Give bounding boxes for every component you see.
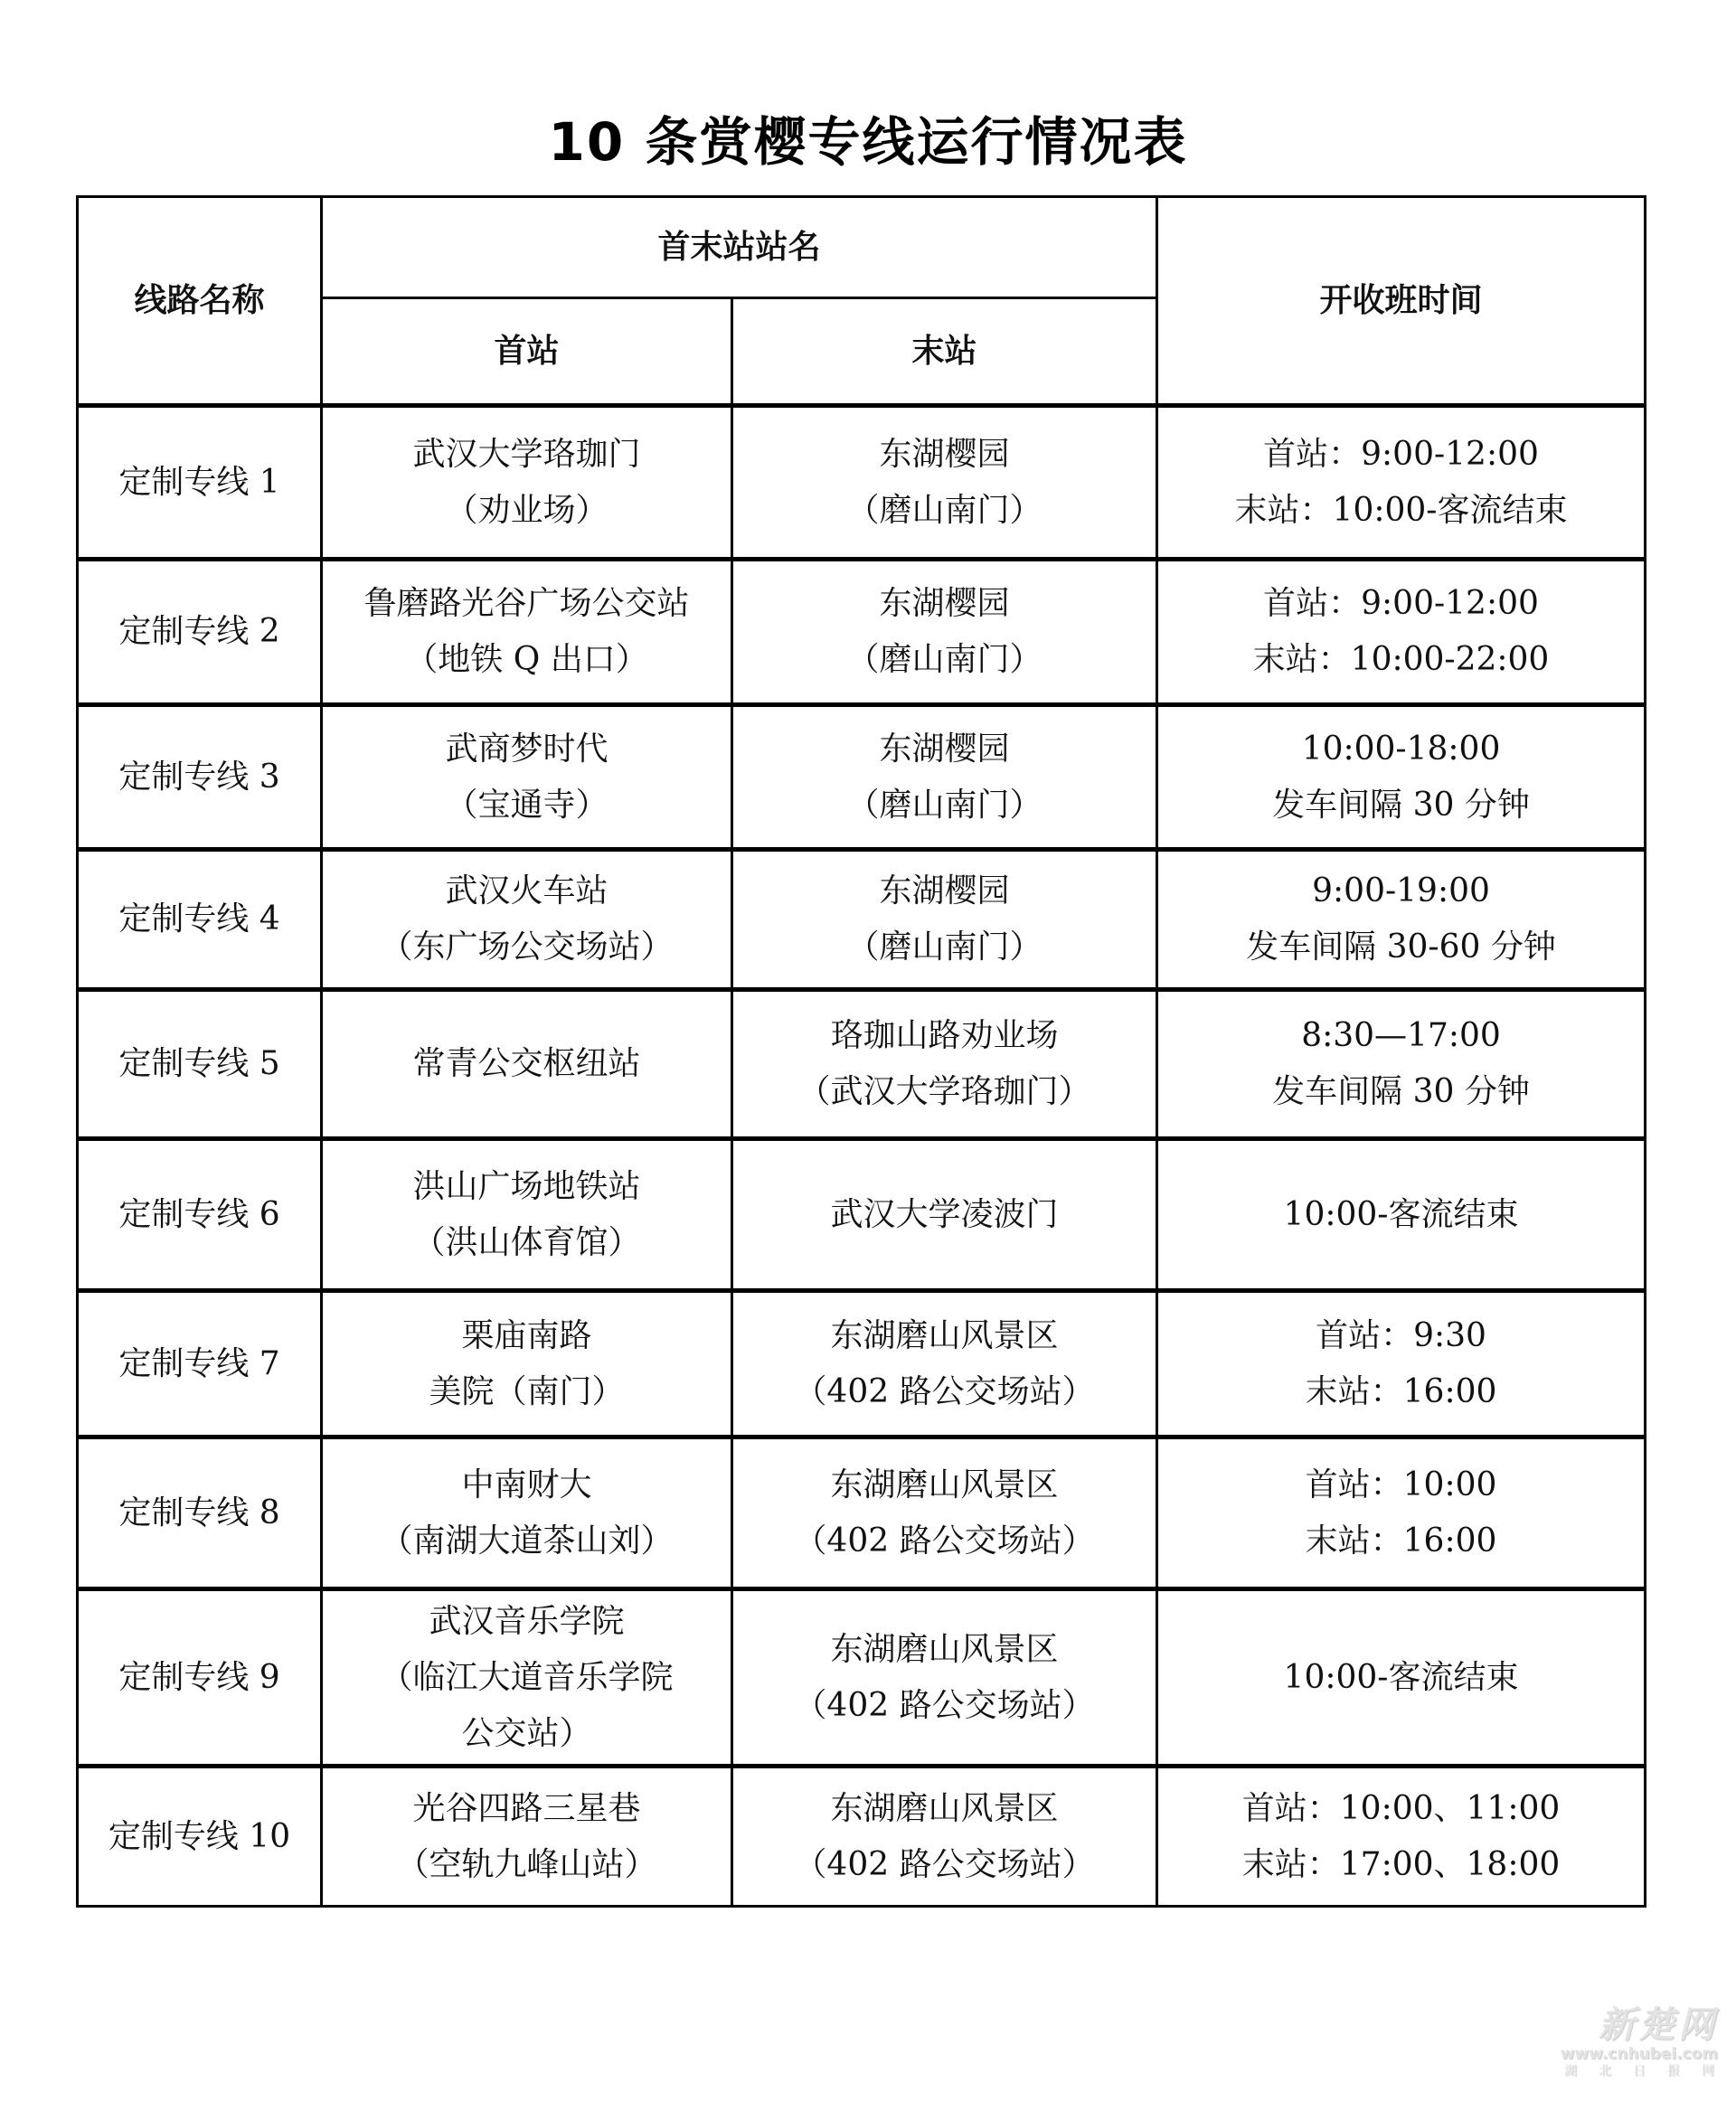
first-station-cell: [322, 705, 732, 850]
hours-cell: [1157, 1437, 1646, 1589]
cell-line: （磨山南门）: [846, 641, 1043, 678]
cell-line: （磨山南门）: [846, 928, 1043, 966]
cell-line: 常青公交枢纽站: [412, 1045, 641, 1082]
last-station-cell: [732, 990, 1157, 1139]
table-row: [78, 406, 1646, 560]
route-name-cell: 定制专线 2: [78, 560, 322, 705]
cell-line: 珞珈山路劝业场: [830, 1017, 1059, 1054]
route-name-cell: 定制专线 8: [78, 1437, 322, 1589]
route-name-cell: 定制专线 6: [78, 1139, 322, 1291]
cell-line: 末站：16:00: [1305, 1372, 1497, 1410]
header-last-station: 末站: [732, 298, 1157, 406]
last-station-cell: [732, 1589, 1157, 1767]
cell-line: 首站：9:30: [1316, 1316, 1486, 1354]
first-station-cell: [322, 990, 732, 1139]
table-row: [78, 1589, 1646, 1767]
hours-cell: [1157, 850, 1646, 990]
cell-line: 武汉大学珞珈门: [412, 435, 641, 473]
hours-cell: [1157, 705, 1646, 850]
cell-line: 中南财大: [461, 1465, 592, 1503]
hours-cell: [1157, 990, 1646, 1139]
first-station-cell: [322, 406, 732, 560]
cell-line: 鲁磨路光谷广场公交站: [363, 585, 690, 622]
table-row: [78, 1767, 1646, 1907]
route-name-cell: 定制专线 7: [78, 1291, 322, 1437]
cell-line: （武汉大学珞珈门）: [797, 1073, 1091, 1110]
page-title: 10 条赏樱专线运行情况表: [548, 111, 1188, 173]
cell-line: 末站：16:00: [1305, 1522, 1497, 1560]
cell-line: 栗庙南路: [461, 1316, 592, 1354]
last-station-cell: [732, 1139, 1157, 1291]
cell-line: 东湖樱园: [879, 730, 1010, 768]
cell-line: 10:00-客流结束: [1283, 1658, 1519, 1696]
table-row: [78, 850, 1646, 990]
last-station-cell: [732, 560, 1157, 705]
cell-line: 武汉大学凌波门: [830, 1195, 1059, 1233]
cell-line: 武商梦时代: [445, 730, 609, 768]
cell-line: （402 路公交场站）: [794, 1372, 1095, 1410]
cell-line: 末站：10:00-22:00: [1252, 641, 1550, 678]
last-station-cell: [732, 1767, 1157, 1907]
table-row: [78, 560, 1646, 705]
cell-line: 首站：10:00、11:00: [1241, 1789, 1561, 1827]
table-row: [78, 1139, 1646, 1291]
cell-line: （宝通寺）: [445, 786, 609, 824]
table-row: [78, 705, 1646, 850]
first-station-cell: [322, 1767, 732, 1907]
watermark: [1546, 2004, 1736, 2079]
cell-line: 东湖樱园: [879, 872, 1010, 909]
cell-line: （磨山南门）: [846, 491, 1043, 529]
last-station-cell: [732, 850, 1157, 990]
first-station-cell: [322, 1291, 732, 1437]
cell-line: 10:00-客流结束: [1283, 1195, 1519, 1233]
cell-line: （劝业场）: [445, 491, 609, 529]
table-body: [78, 406, 1646, 1907]
hours-cell: [1157, 1291, 1646, 1437]
cell-line: （洪山体育馆）: [412, 1223, 641, 1261]
cell-line: （东广场公交场站）: [380, 928, 674, 966]
cell-line: 10:00-18:00: [1301, 730, 1501, 768]
route-name-cell: 定制专线 9: [78, 1589, 322, 1767]
cell-line: 美院（南门）: [429, 1372, 625, 1410]
route-name-cell: 定制专线 1: [78, 406, 322, 560]
cell-line: 8:30—17:00: [1301, 1017, 1501, 1054]
cell-line: 9:00-19:00: [1312, 872, 1490, 909]
watermark-url: www.cnhubei.com: [1560, 2045, 1718, 2063]
cell-line: （402 路公交场站）: [794, 1522, 1095, 1560]
header-route-name: 线路名称: [78, 197, 322, 406]
cell-line: 发车间隔 30 分钟: [1272, 1073, 1530, 1110]
route-name-cell: 定制专线 4: [78, 850, 322, 990]
hours-cell: [1157, 1767, 1646, 1907]
cell-line: 洪山广场地铁站: [412, 1167, 641, 1205]
cell-line: 东湖樱园: [879, 435, 1010, 473]
hours-cell: [1157, 406, 1646, 560]
first-station-cell: [322, 1139, 732, 1291]
cell-line: 首站：10:00: [1305, 1465, 1497, 1503]
cell-line: 公交站）: [461, 1714, 592, 1752]
cell-line: 光谷四路三星巷: [412, 1789, 641, 1827]
table-row: [78, 990, 1646, 1139]
table-row: [78, 1437, 1646, 1589]
table-row: [78, 1291, 1646, 1437]
hours-cell: [1157, 1589, 1646, 1767]
watermark-subtitle: 湖北日报网: [1564, 2064, 1736, 2078]
cell-line: 东湖磨山风景区: [830, 1465, 1059, 1503]
watermark-logo: 新楚网: [1599, 2004, 1718, 2046]
cell-line: （临江大道音乐学院: [380, 1658, 674, 1696]
cell-line: 东湖磨山风景区: [830, 1630, 1059, 1668]
cell-line: （南湖大道茶山刘）: [380, 1522, 674, 1560]
first-station-cell: [322, 850, 732, 990]
first-station-cell: [322, 1437, 732, 1589]
first-station-cell: [322, 1589, 732, 1767]
bus-routes-table: [76, 195, 1646, 1908]
cell-line: （磨山南门）: [846, 786, 1043, 824]
cell-line: 东湖磨山风景区: [830, 1789, 1059, 1827]
cell-line: 首站：9:00-12:00: [1263, 435, 1539, 473]
cell-line: 末站：17:00、18:00: [1241, 1845, 1561, 1883]
cell-line: （402 路公交场站）: [794, 1686, 1095, 1724]
cell-line: 武汉音乐学院: [429, 1602, 625, 1640]
header-first-station: 首站: [322, 298, 732, 406]
cell-line: （402 路公交场站）: [794, 1845, 1095, 1883]
cell-line: 东湖磨山风景区: [830, 1316, 1059, 1354]
cell-line: （地铁 Q 出口）: [405, 641, 648, 678]
last-station-cell: [732, 1437, 1157, 1589]
cell-line: 武汉火车站: [445, 872, 609, 909]
first-station-cell: [322, 560, 732, 705]
header-hours: 开收班时间: [1157, 197, 1646, 406]
cell-line: 发车间隔 30 分钟: [1272, 786, 1530, 824]
hours-cell: [1157, 560, 1646, 705]
cell-line: 首站：9:00-12:00: [1263, 585, 1539, 622]
last-station-cell: [732, 406, 1157, 560]
header-stations-group: 首末站站名: [322, 197, 1157, 298]
cell-line: 东湖樱园: [879, 585, 1010, 622]
last-station-cell: [732, 1291, 1157, 1437]
route-name-cell: 定制专线 5: [78, 990, 322, 1139]
cell-line: 末站：10:00-客流结束: [1234, 491, 1568, 529]
route-name-cell: 定制专线 10: [78, 1767, 322, 1907]
cell-line: （空轨九峰山站）: [396, 1845, 657, 1883]
hours-cell: [1157, 1139, 1646, 1291]
route-name-cell: 定制专线 3: [78, 705, 322, 850]
last-station-cell: [732, 705, 1157, 850]
cell-line: 发车间隔 30-60 分钟: [1246, 928, 1556, 966]
